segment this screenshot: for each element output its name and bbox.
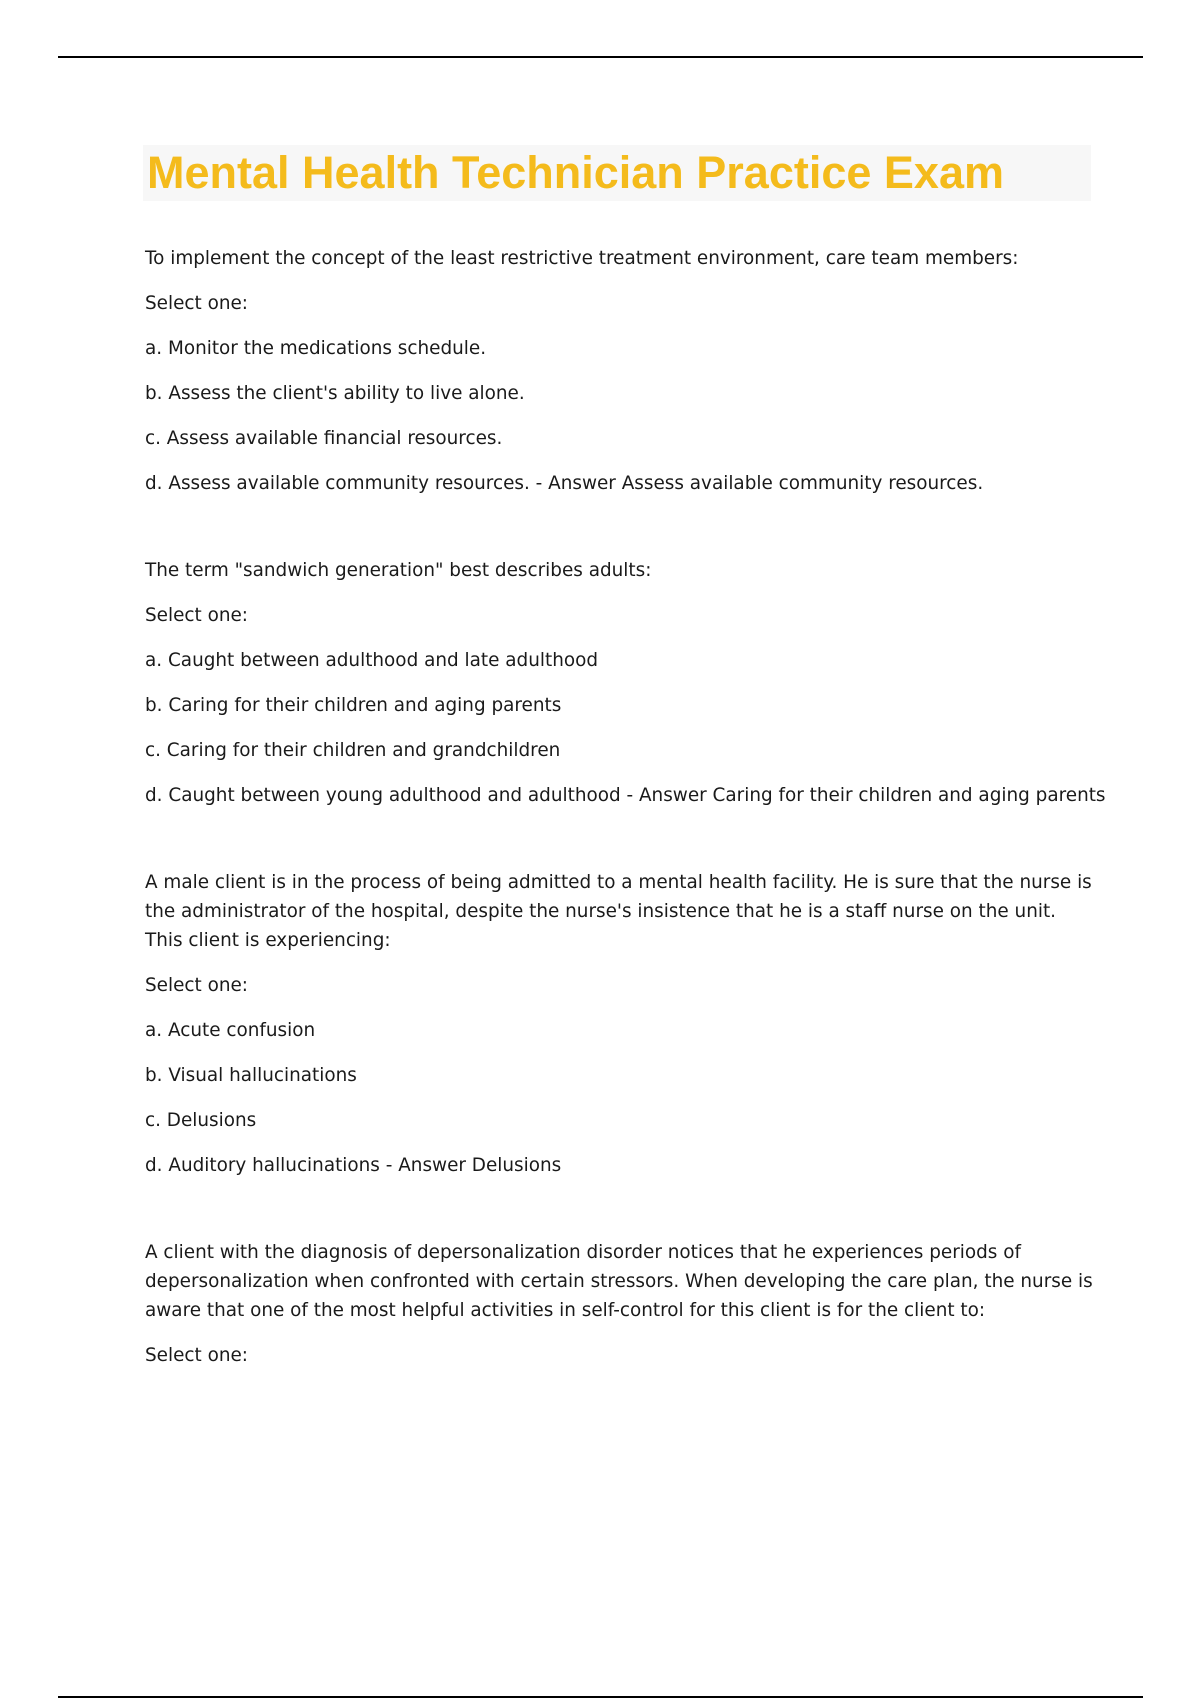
answer-option: a. Monitor the medications schedule. (145, 338, 487, 359)
question-stem: The term "sandwich generation" best describes adults: (145, 560, 652, 581)
page-top-rule (58, 56, 1143, 58)
answer-option-with-answer: d. Auditory hallucinations - Answer Delusions (145, 1155, 562, 1176)
answer-option: a. Acute confusion (145, 1020, 316, 1041)
answer-option: b. Visual hallucinations (145, 1065, 357, 1086)
select-one-label: Select one: (145, 1345, 248, 1366)
answer-option-with-answer: d. Assess available community resources. - Answer Assess available community resources. (145, 473, 984, 494)
answer-option: c. Caring for their children and grandchildren (145, 740, 561, 761)
answer-option: a. Caught between adulthood and late adulthood (145, 650, 599, 671)
select-one-label: Select one: (145, 975, 248, 996)
question-stem: A client with the diagnosis of depersonalization disorder notices that he experiences periods of depersonalization when confronted with certain stressors. When developing the care plan, the nurse is aware that one of the most helpful activities in self-control for this client is for the client to: (145, 1242, 1093, 1321)
question-1 (145, 244, 1095, 498)
select-one-label: Select one: (145, 293, 248, 314)
question-stem: A male client is in the process of being admitted to a mental health facility. He is sure that the nurse is the administrator of the hospital, despite the nurse's insistence that he is a staff nurse on the unit. This client is experiencing: (145, 872, 1092, 951)
answer-option: b. Assess the client's ability to live alone. (145, 383, 525, 404)
question-stem: To implement the concept of the least restrictive treatment environment, care team members: (145, 248, 1019, 269)
select-one-label: Select one: (145, 605, 248, 626)
answer-option: c. Delusions (145, 1110, 257, 1131)
answer-option: c. Assess available financial resources. (145, 428, 503, 449)
question-3 (145, 868, 1095, 1180)
question-2 (145, 556, 1106, 810)
question-4 (145, 1238, 1095, 1370)
document-title: Mental Health Technician Practice Exam (147, 147, 1004, 198)
document-body (145, 244, 1106, 1386)
answer-option-with-answer: d. Caught between young adulthood and adulthood - Answer Caring for their children and aging parents (145, 785, 1106, 806)
page-bottom-rule (58, 1696, 1143, 1698)
answer-option: b. Caring for their children and aging parents (145, 695, 562, 716)
